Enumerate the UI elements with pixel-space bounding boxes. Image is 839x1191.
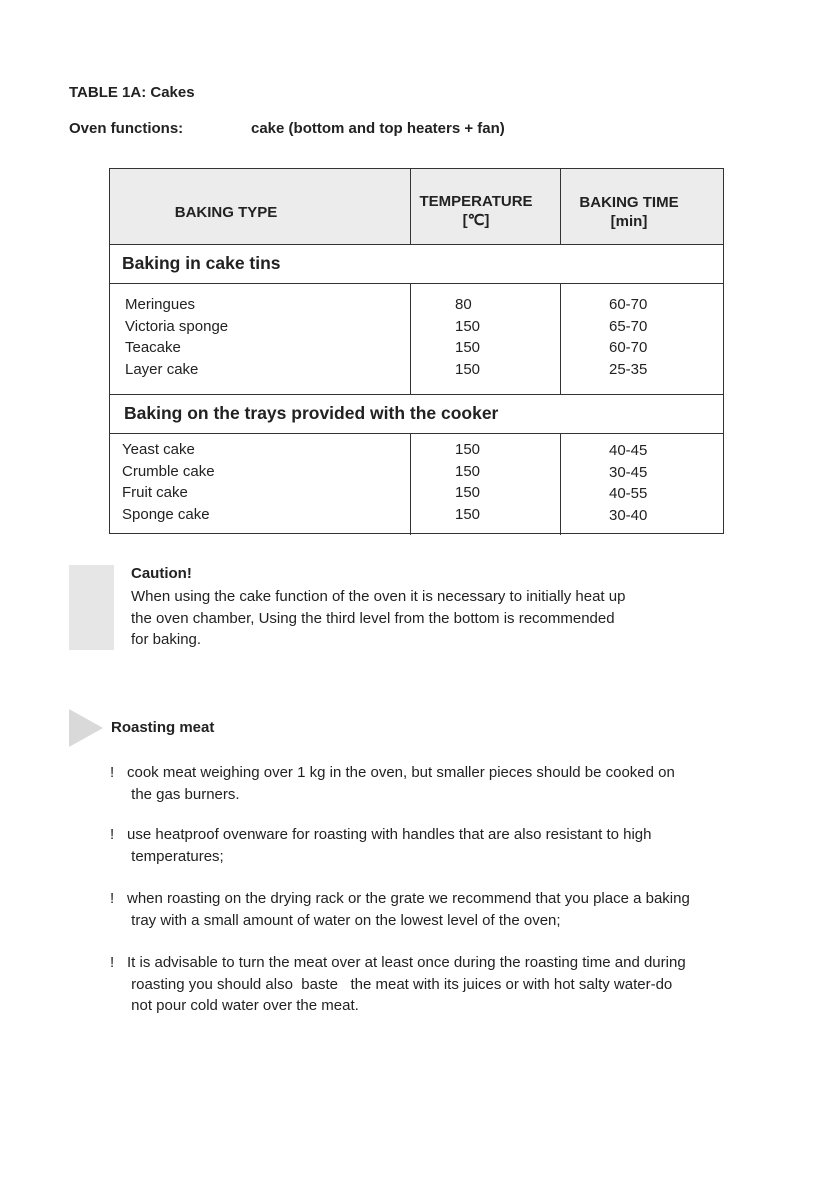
section-types [125, 294, 228, 381]
header-baking-type: BAKING TYPE [174, 204, 278, 221]
baking-type-cell: Teacake [125, 339, 181, 357]
table-divider [110, 433, 723, 434]
exclamation-icon: ! [110, 764, 115, 781]
oven-functions-value: cake (bottom and top heaters + fan) [251, 120, 505, 137]
header-baking-time-label: BAKING TIME [579, 194, 679, 211]
baking-type-cell: Fruit cake [122, 484, 188, 502]
baking-time-cell: 40-55 [609, 485, 648, 503]
table-divider [560, 283, 561, 394]
roasting-title: Roasting meat [111, 719, 215, 736]
bullet-line: cook meat weighing over 1 kg in the oven, but smaller pieces should be cooked on [127, 764, 675, 781]
baking-time-cell: 25-35 [609, 361, 648, 379]
table-divider [410, 433, 411, 535]
table-divider [110, 283, 723, 284]
header-temperature [410, 192, 542, 230]
temperature-cell: 150 [455, 484, 481, 502]
baking-type-cell: Victoria sponge [125, 317, 229, 335]
exclamation-icon: ! [110, 890, 115, 907]
baking-time-cell: 65-70 [609, 317, 648, 335]
bullet-line: It is advisable to turn the meat over at least once during the roasting time and during [127, 954, 686, 971]
baking-time-cell: 60-70 [609, 296, 648, 313]
section-types [122, 439, 215, 526]
baking-table [109, 168, 724, 534]
bullet-line: when roasting on the drying rack or the grate we recommend that you place a baking [127, 890, 690, 907]
bullet-line: tray with a small amount of water on the lowest level of the oven; [127, 911, 561, 929]
arrow-icon [69, 709, 103, 747]
temperature-cell: 80 [455, 296, 472, 313]
caution-marker [69, 565, 114, 650]
table-divider [410, 283, 411, 394]
section-title: Baking in cake tins [122, 253, 281, 273]
section-title: Baking on the trays provided with the cooker [124, 403, 499, 423]
temperature-cell: 150 [455, 506, 481, 524]
baking-time-cell: 60-70 [609, 339, 648, 357]
header-temperature-label: TEMPERATURE [419, 193, 533, 210]
bullet-line: not pour cold water over the meat. [127, 997, 359, 1014]
caution-line: the oven chamber, Using the third level from the bottom is recommended [131, 609, 615, 627]
section-times [609, 440, 647, 527]
header-temperature-unit: [℃] [462, 212, 490, 229]
oven-functions-label: Oven functions: [69, 120, 184, 137]
baking-type-cell: Sponge cake [122, 506, 210, 524]
bullet-line: roasting you should also baste the meat with its juices or with hot salty water-do [127, 975, 673, 993]
bullet-line: use heatproof ovenware for roasting with handles that are also resistant to high [127, 826, 652, 843]
header-baking-time [560, 193, 698, 231]
temperature-cell: 150 [455, 361, 481, 379]
table-title: TABLE 1A: Cakes [69, 84, 195, 101]
temperature-cell: 150 [455, 339, 481, 357]
section-temps [455, 439, 480, 526]
temperature-cell: 150 [455, 462, 481, 480]
caution-line: When using the cake function of the oven it is necessary to initially heat up [131, 588, 626, 605]
exclamation-icon: ! [110, 954, 115, 971]
baking-time-cell: 30-40 [609, 507, 648, 525]
table-divider [110, 244, 723, 245]
caution-title: Caution! [131, 565, 192, 582]
caution-text [131, 586, 691, 651]
baking-type-cell: Meringues [125, 296, 196, 313]
section-times [609, 294, 647, 381]
bullet-line: temperatures; [127, 847, 224, 865]
baking-time-cell: 30-45 [609, 463, 648, 481]
baking-type-cell: Layer cake [125, 361, 199, 379]
baking-time-cell: 40-45 [609, 442, 648, 459]
caution-line: for baking. [131, 631, 202, 648]
bullet-line: the gas burners. [127, 785, 240, 803]
table-divider [110, 394, 723, 395]
baking-type-cell: Crumble cake [122, 462, 215, 480]
section-temps [455, 294, 480, 381]
table-divider [560, 433, 561, 535]
exclamation-icon: ! [110, 826, 115, 843]
temperature-cell: 150 [455, 317, 481, 335]
temperature-cell: 150 [455, 441, 481, 458]
header-baking-time-unit: [min] [610, 213, 648, 230]
baking-type-cell: Yeast cake [122, 441, 195, 458]
